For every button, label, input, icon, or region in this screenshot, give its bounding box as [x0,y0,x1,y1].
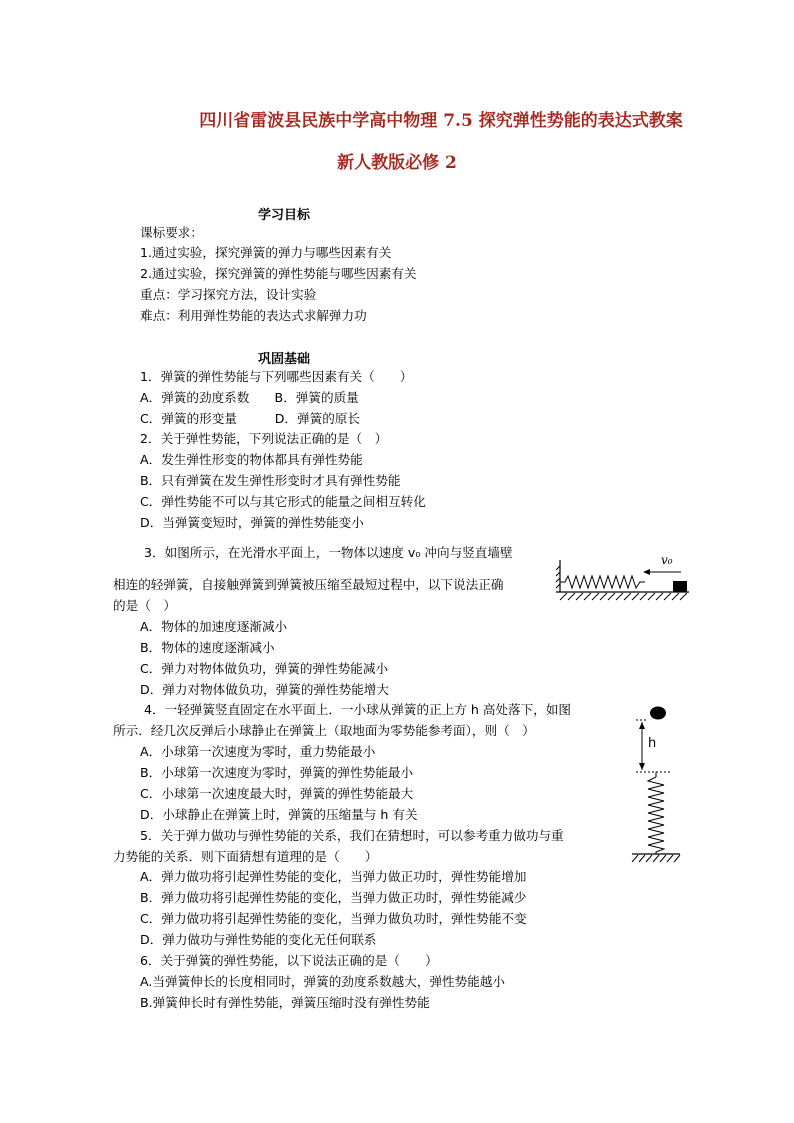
objectives-line: 课标要求： [140,225,203,240]
q5-stem: 5．关于弹力做功与弹性势能的关系，我们在猜想时，可以参考重力做功与重 [140,828,564,843]
q1-options-row: C．弹簧的形变量 D．弹簧的原长 [140,411,360,426]
height-label: h [648,736,657,751]
vertical-spring-figure [628,702,684,864]
q5-option: B．弹力做功将引起弹性势能的变化，当弹力做正功时，弹性势能减少 [140,890,527,905]
q2-option: B．只有弹簧在发生弹性形变时才具有弹性势能 [140,473,401,488]
q3-option: C．弹力对物体做负功，弹簧的弹性势能减小 [140,661,389,676]
document-subtitle: 新人教版必修 2 [337,153,457,173]
q5-option: A．弹力做功将引起弹性势能的变化，当弹力做正功时，弹性势能增加 [140,869,527,884]
q4-option: D．小球静止在弹簧上时，弹簧的压缩量与 h 有关 [140,807,418,822]
q3-option: B．物体的速度逐渐减小 [140,640,275,655]
q2-option: C．弹性势能不可以与其它形式的能量之间相互转化 [140,494,426,509]
q4-stem: 4．一轻弹簧竖直固定在水平面上．一小球从弹簧的正上方 h 高处落下，如图 [144,702,572,717]
q6-option: B.弹簧伸长时有弹性势能，弹簧压缩时没有弹性势能 [140,995,430,1010]
q4-option: B．小球第一次速度为零时，弹簧的弹性势能最小 [140,765,414,780]
q6-option: A.当弹簧伸长的长度相同时，弹簧的劲度系数越大，弹性势能越小 [140,974,506,989]
q3-stem: 3．如图所示，在光滑水平面上，一物体以速度 v₀ 冲向与竖直墙壁 [144,545,513,560]
q5-option: C．弹力做功将引起弹性势能的变化，当弹力做负功时，弹性势能不变 [140,911,527,926]
q2-stem: 2．关于弹性势能，下列说法正确的是（ ） [140,431,388,446]
velocity-label: v₀ [661,553,673,567]
q3-stem: 的是（ ） [113,598,176,613]
objectives-line: 1.通过实验，探究弹簧的弹力与哪些因素有关 [140,245,392,260]
q5-option: D．弹力做功与弹性势能的变化无任何联系 [140,932,377,947]
q1-options-row: A．弹簧的劲度系数 B．弹簧的质量 [140,390,359,405]
q4-stem: 所示．经几次反弹后小球静止在弹簧上（取地面为零势能参考面），则（ ） [113,723,535,738]
q3-option: D．弹力对物体做负功，弹簧的弹性势能增大 [140,682,389,697]
q1-stem: 1．弹簧的弹性势能与下列哪些因素有关（ ） [140,369,413,384]
spring-wall-figure [555,552,695,604]
objectives-line: 2.通过实验，探究弹簧的弹性势能与哪些因素有关 [140,266,417,281]
q2-option: A．发生弹性形变的物体都具有弹性势能 [140,452,363,467]
q6-stem: 6．关于弹簧的弹性势能，以下说法正确的是（ ） [140,953,438,968]
q4-option: C．小球第一次速度最大时，弹簧的弹性势能最大 [140,786,414,801]
basics-heading: 巩固基础 [258,352,311,367]
key-point: 重点：学习探究方法，设计实验 [140,287,317,302]
difficult-point: 难点：利用弹性势能的表达式求解弹力功 [140,308,367,323]
q5-stem: 力势能的关系．则下面猜想有道理的是（ ） [113,849,378,864]
q3-stem: 相连的轻弹簧，自接触弹簧到弹簧被压缩至最短过程中，以下说法正确 [113,577,504,592]
q2-option: D．当弹簧变短时，弹簧的弹性势能变小 [140,515,364,530]
objectives-heading: 学习目标 [258,208,311,223]
q3-option: A．物体的加速度逐渐减小 [140,619,288,634]
q4-option: A．小球第一次速度为零时，重力势能最小 [140,744,376,759]
document-title: 四川省雷波县民族中学高中物理 7.5 探究弹性势能的表达式教案 [199,111,683,131]
